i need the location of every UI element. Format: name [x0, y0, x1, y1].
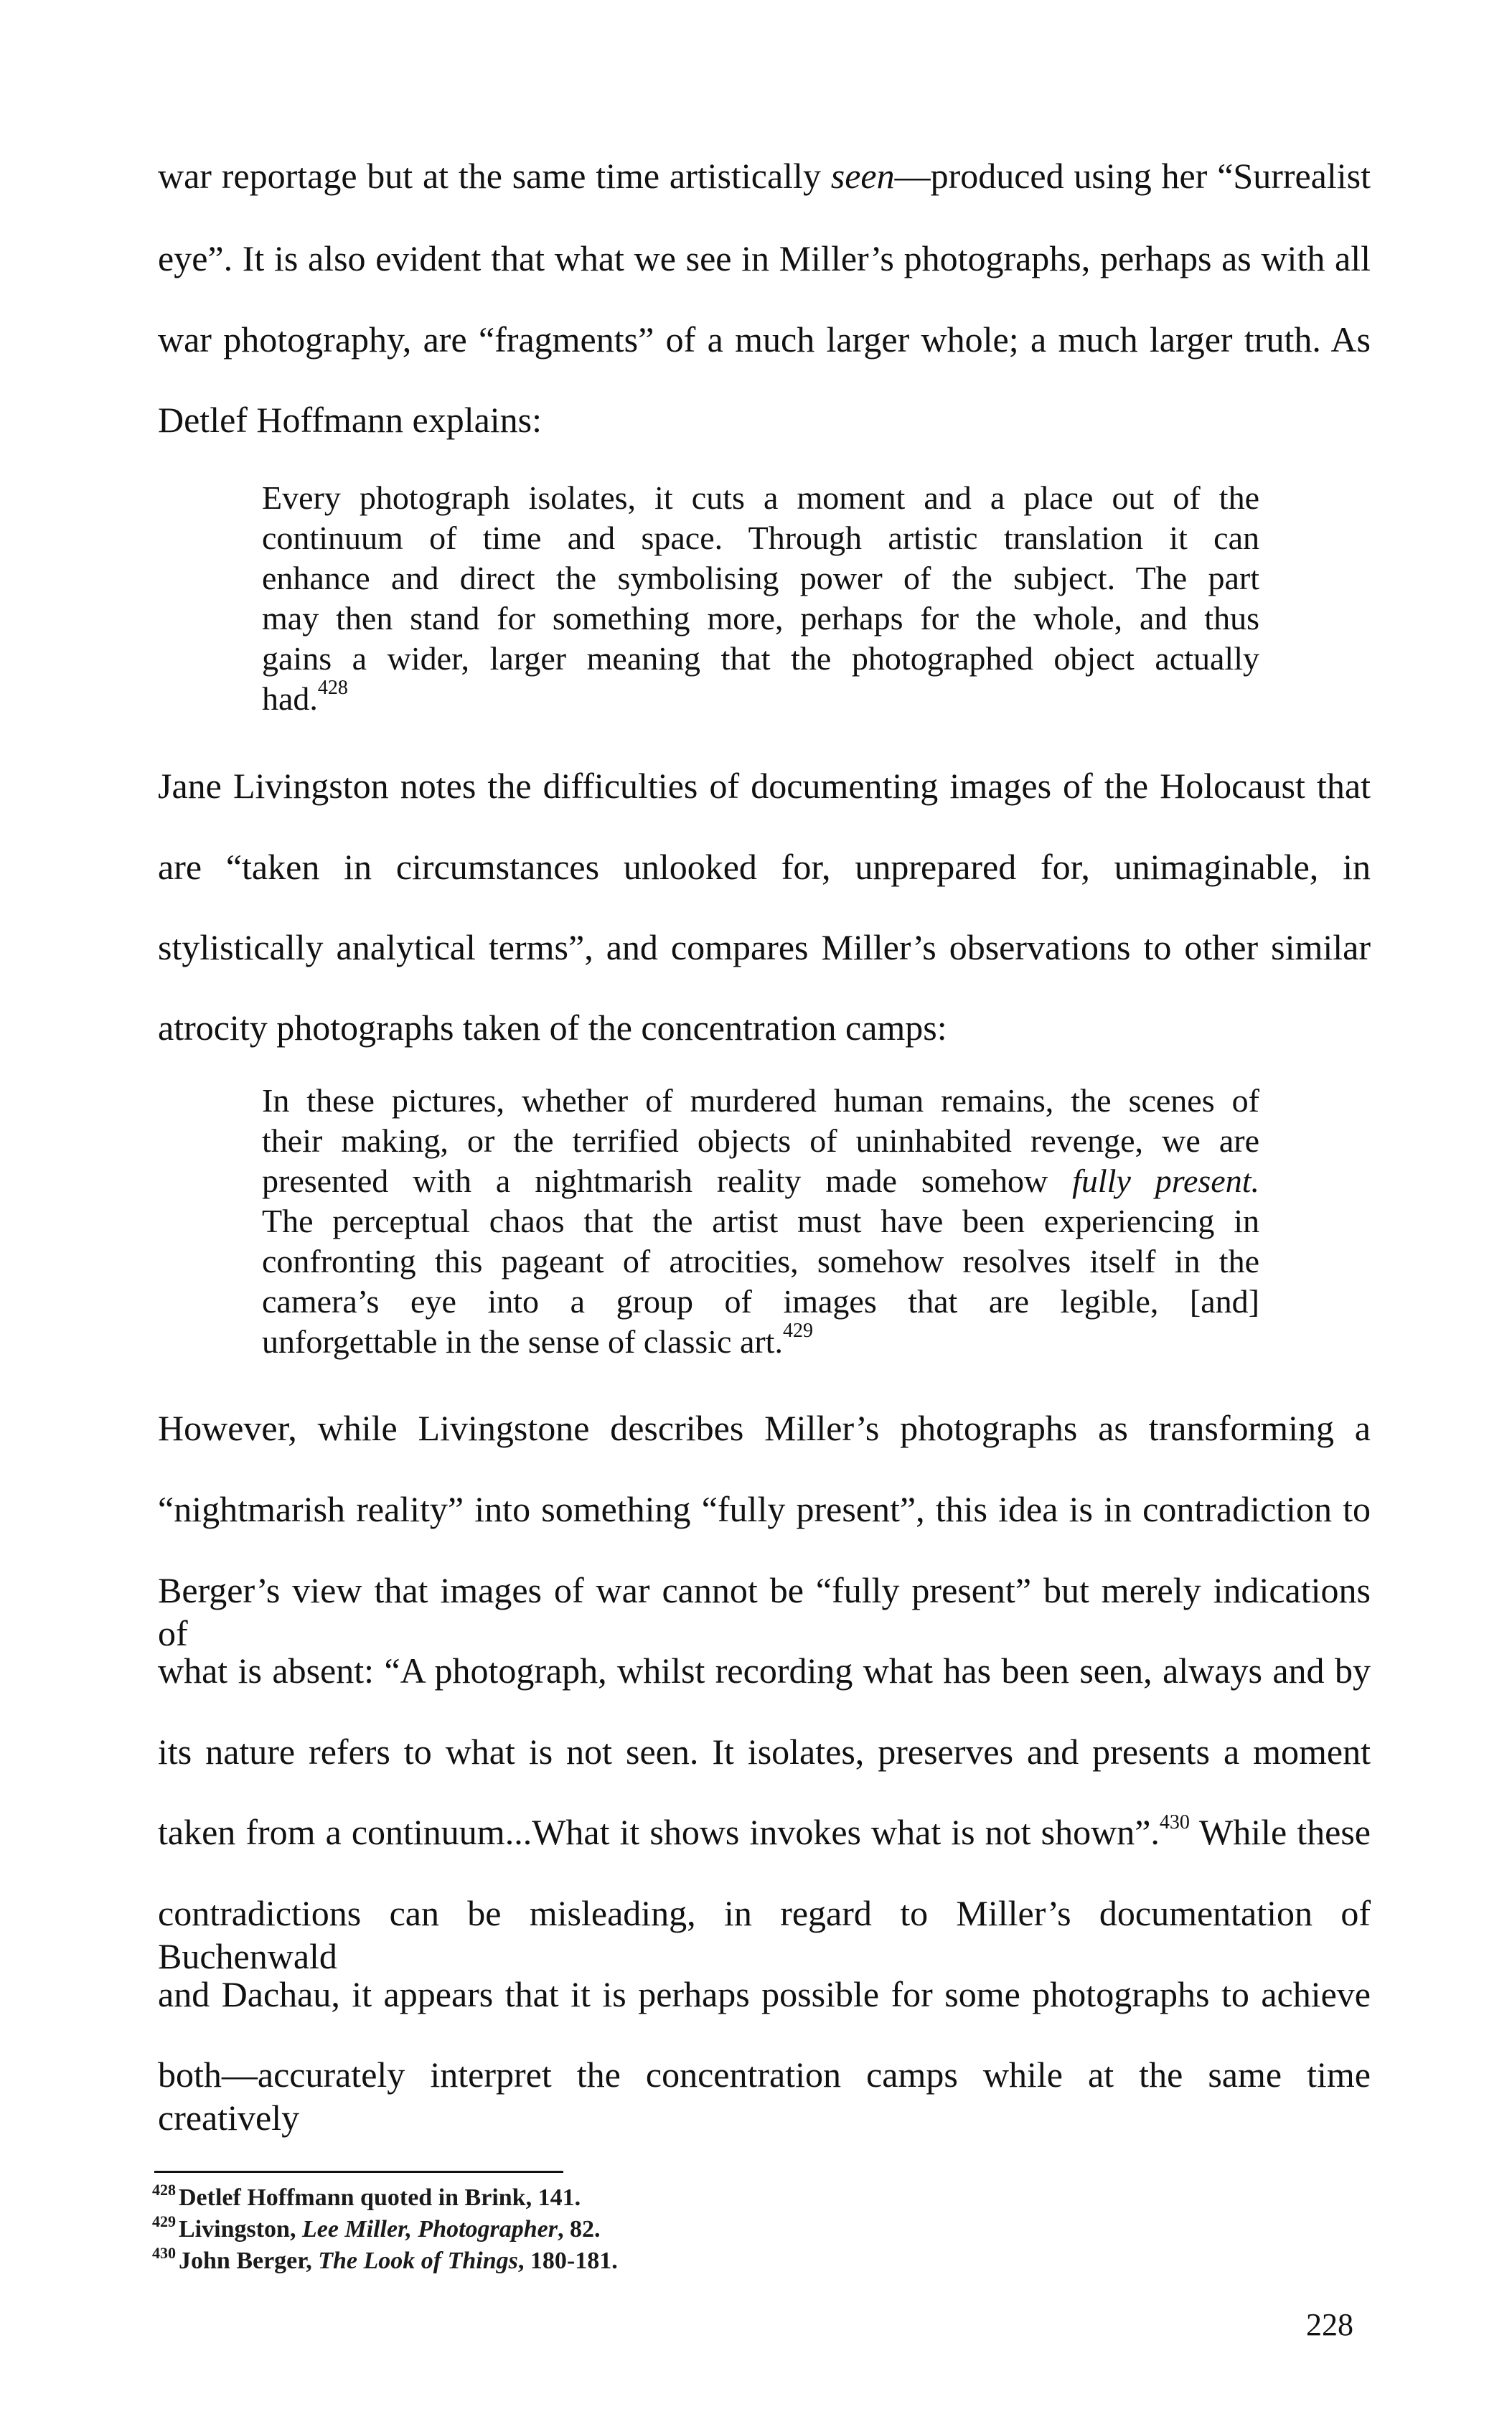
body-line-13: its nature refers to what is not seen. It isolates, preserves and presents a moment — [158, 1732, 1371, 1772]
footnote-ref-428: 428 — [317, 677, 348, 699]
quote2-line-6: camera’s eye into a group of images that are legible, [and] — [262, 1283, 1259, 1320]
quote2-line-5: confronting this pageant of atrocities, somehow resolves itself in the — [262, 1243, 1259, 1279]
quote1-line-2: continuum of time and space. Through artistic translation it can — [262, 520, 1259, 556]
italic-fully-present: fully present. — [1072, 1163, 1260, 1199]
quote1-line-6: had.$^{428}$ — [262, 677, 348, 717]
footnote-title: Lee Miller, Photographer — [301, 2216, 558, 2243]
footnote-number: 429 — [152, 2212, 176, 2230]
quote1-line-4: may then stand for something more, perhaps for the whole, and thus — [262, 600, 1259, 637]
body-line-4: Detlef Hoffmann explains: — [158, 400, 543, 440]
body-line-12: what is absent: “A photograph, whilst recording what has been seen, always and by — [158, 1650, 1371, 1691]
footnote-ref-429: 429 — [782, 1320, 813, 1342]
quote2-line-3: presented with a nightmarish reality made somehow fully present. — [262, 1163, 1260, 1199]
footnote-separator — [154, 2171, 563, 2173]
footnote-430: $^{430}$ John Berger, The Look of Things, 180-181. — [152, 2244, 618, 2274]
quote2-line-4: The perceptual chaos that the artist must have been experiencing in — [262, 1203, 1259, 1239]
body-line-10: “nightmarish reality” into something “fully present”, this idea is in contradiction to — [158, 1489, 1371, 1529]
footnote-title: The Look of Things — [318, 2248, 518, 2274]
block-quote-hoffmann — [262, 478, 1259, 719]
quote1-line-5: gains a wider, larger meaning that the photographed object actually — [262, 640, 1259, 677]
quote2-line-1: In these pictures, whether of murdered human remains, the scenes of — [262, 1082, 1259, 1119]
body-line-6: are “taken in circumstances unlooked for, unprepared for, unimaginable, in — [158, 847, 1371, 887]
block-quote-livingston — [262, 1081, 1259, 1362]
footnote-number: 430 — [152, 2244, 176, 2262]
body-line-8: atrocity photographs taken of the concentration camps: — [158, 1008, 947, 1048]
quote2-line-7: unforgettable in the sense of classic art.$^{429}$ — [262, 1320, 813, 1360]
body-line-16: and Dachau, it appears that it is perhaps possible for some photographs to achieve — [158, 1974, 1371, 2014]
footnote-429: $^{429}$ Livingston, Lee Miller, Photographer, 82. — [152, 2212, 601, 2243]
body-line-11: Berger’s view that images of war cannot be “fully present” but merely indications of — [158, 1570, 1371, 1653]
body-line-14: taken from a continuum...What it shows invokes what is not shown”.$^{430}$ While these — [158, 1811, 1371, 1852]
body-line-5: Jane Livingston notes the difficulties of documenting images of the Holocaust that — [158, 766, 1371, 806]
quote1-line-1: Every photograph isolates, it cuts a moment and a place out of the — [262, 479, 1259, 516]
body-line-2: eye”. It is also evident that what we see in Miller’s photographs, perhaps as with all — [158, 238, 1371, 278]
body-line-17: both—accurately interpret the concentration camps while at the same time creatively — [158, 2055, 1371, 2138]
body-line-3: war photography, are “fragments” of a much larger whole; a much larger truth. As — [158, 319, 1371, 360]
body-line-15: contradictions can be misleading, in regard to Miller’s documentation of Buchenwald — [158, 1893, 1371, 1976]
footnote-ref-430: 430 — [1159, 1811, 1190, 1833]
body-line-1: war reportage but at the same time artistically seen—produced using her “Surrealist — [158, 156, 1371, 196]
footnote-428: $^{428}$ Detlef Hoffmann quoted in Brink, 141. — [152, 2181, 581, 2211]
footnote-number: 428 — [152, 2181, 176, 2199]
quote1-line-3: enhance and direct the symbolising power of the subject. The part — [262, 560, 1259, 596]
body-line-9: However, while Livingstone describes Miller’s photographs as transforming a — [158, 1408, 1371, 1448]
page-number: 228 — [1306, 2307, 1353, 2342]
body-line-7: stylistically analytical terms”, and compares Miller’s observations to other similar — [158, 927, 1371, 967]
italic-seen: seen — [830, 156, 895, 196]
quote2-line-2: their making, or the terrified objects of uninhabited revenge, we are — [262, 1122, 1259, 1159]
